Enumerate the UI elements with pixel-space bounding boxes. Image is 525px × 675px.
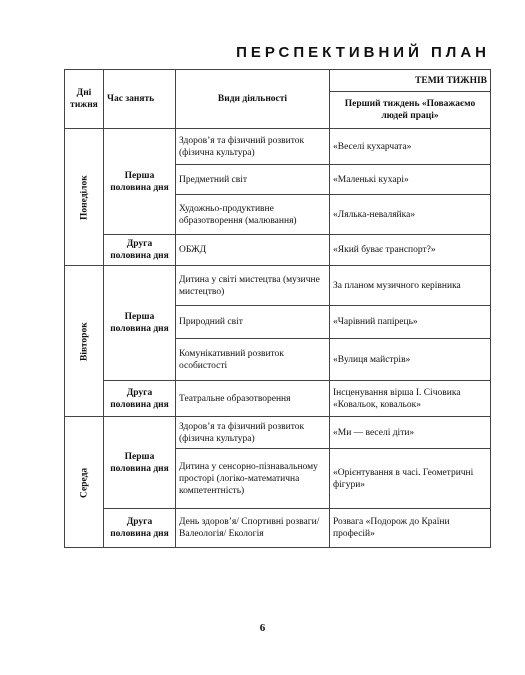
part-label: Перша половина дня [104,266,176,381]
activity-cell: Природний світ [176,306,330,339]
day-monday: Понеділок [65,129,104,266]
theme-cell: «Лялька-неваляйка» [330,195,491,235]
theme-cell: «Який буває транспорт?» [330,235,491,266]
activity-cell: Комунікативний розвиток особистості [176,339,330,381]
page-title: ПЕРСПЕКТИВНИЙ ПЛАН [236,44,490,61]
header-time: Час занять [104,70,176,129]
activity-cell: Дитина у сенсорно-пізнавальному просторі (логіко-математична компетентність) [176,449,330,509]
day-tuesday: Вівторок [65,266,104,417]
part-label: Перша половина дня [104,417,176,509]
header-themes: ТЕМИ ТИЖНІВ [330,70,491,92]
activity-cell: Здоров’я та фізичний розвиток (фізична культура) [176,129,330,165]
header-activities: Види діяльності [176,70,330,129]
activity-cell: Предметний світ [176,165,330,195]
theme-cell: «Вулиця майстрів» [330,339,491,381]
part-label: Друга половина дня [104,235,176,266]
activity-cell: ОБЖД [176,235,330,266]
theme-cell: «Чарівний папірець» [330,306,491,339]
table-row [65,129,491,165]
table-row [65,381,491,417]
theme-cell: «Ми — веселі діти» [330,417,491,449]
part-label: Перша половина дня [104,129,176,235]
activity-cell: Художньо-продуктивне образотворення (малювання) [176,195,330,235]
part-label: Друга половина дня [104,381,176,417]
day-wednesday: Середа [65,417,104,548]
header-days: Дні тижня [65,70,104,129]
activity-cell: Здоров’я та фізичний розвиток (фізична культура) [176,417,330,449]
theme-cell: Розвага «Подорож до Країни професій» [330,509,491,548]
plan-table [64,69,491,548]
table-row [65,509,491,548]
theme-cell: «Орієнтування в часі. Геометричні фігури» [330,449,491,509]
theme-cell: «Веселі кухарчата» [330,129,491,165]
header-week: Перший тиждень «Поважаємо людей праці» [330,92,491,129]
theme-cell: Інсценування вірша І. Січовика «Ковальок, ковальок» [330,381,491,417]
theme-cell: «Маленькі кухарі» [330,165,491,195]
table-row [65,235,491,266]
activity-cell: Дитина у світі мистецтва (музичне мистецтво) [176,266,330,306]
theme-cell: За планом музичного керівника [330,266,491,306]
table-row [65,266,491,306]
activity-cell: День здоров’я/ Спортивні розваги/ Валеологія/ Екологія [176,509,330,548]
table-row [65,417,491,449]
part-label: Друга половина дня [104,509,176,548]
activity-cell: Театральне образотворення [176,381,330,417]
page-number: 6 [259,622,266,634]
